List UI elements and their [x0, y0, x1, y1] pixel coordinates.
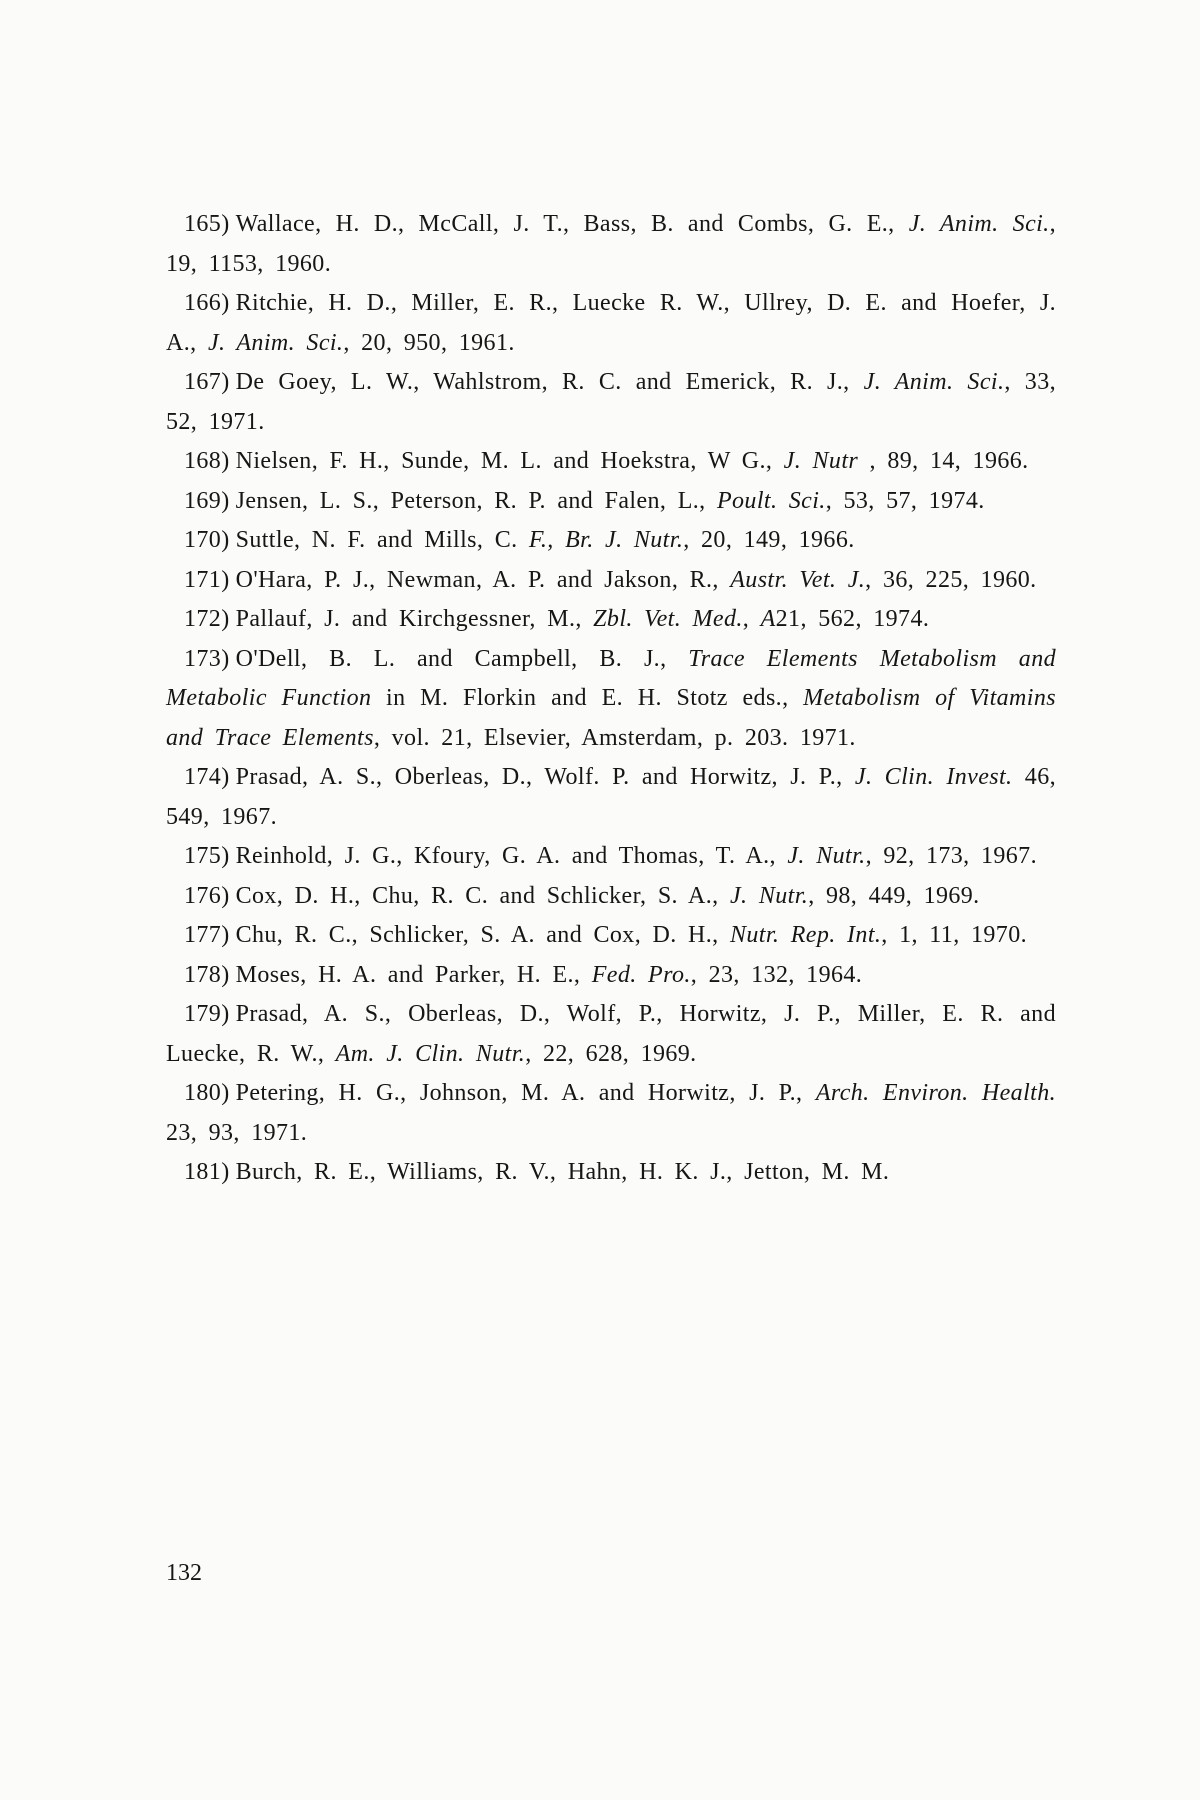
reference-text: , 22, 628, 1969.	[525, 1040, 697, 1067]
reference-journal-text: Zbl. Vet. Med.	[593, 606, 743, 632]
reference-text: , vol. 21, Elsevier, Amsterdam, p. 203. 1971.	[373, 724, 856, 751]
reference-text: , 20, 950, 1961.	[343, 329, 515, 356]
reference-entry	[166, 1074, 1056, 1153]
reference-entry	[166, 284, 1056, 363]
reference-text: Burch, R. E., Williams, R. V., Hahn, H. K. J., Jetton, M. M.	[235, 1159, 890, 1185]
reference-entry	[166, 916, 1056, 956]
reference-text: O'Dell, B. L. and Campbell, B. J.,	[235, 645, 689, 672]
reference-journal-text: Arch. Environ. Health.	[815, 1080, 1057, 1106]
reference-journal-text: Poult. Sci.	[716, 487, 826, 514]
reference-number: 177)	[184, 922, 230, 948]
reference-text: 46, 549, 1967.	[166, 764, 1056, 830]
reference-number: 172)	[184, 606, 230, 632]
reference-number: 175)	[184, 843, 230, 869]
reference-journal-text: J. Nutr	[783, 448, 859, 474]
reference-text: Reinhold, J. G., Kfoury, G. A. and Thomas, T. A.,	[235, 843, 788, 869]
reference-number: 178)	[184, 961, 230, 988]
reference-number: 167)	[184, 369, 230, 395]
reference-entry	[166, 1153, 1056, 1193]
reference-journal-text: Fed. Pro.	[591, 961, 691, 988]
reference-journal-text: J. Anim. Sci.	[863, 369, 1005, 395]
reference-journal-text: F., Br. J. Nutr.	[528, 527, 684, 553]
reference-text: Suttle, N. F. and Mills, C.	[235, 527, 529, 553]
reference-journal-text: Austr. Vet. J.	[730, 566, 866, 593]
reference-entry	[166, 561, 1056, 601]
reference-text: , 33, 52, 1971.	[166, 369, 1056, 435]
reference-text: , 20, 149, 1966.	[683, 527, 855, 553]
reference-entry	[166, 877, 1056, 917]
reference-text: , 23, 132, 1964.	[690, 961, 863, 988]
reference-number: 181)	[184, 1159, 230, 1185]
reference-number: 166)	[184, 290, 230, 316]
reference-text: Prasad, A. S., Oberleas, D., Wolf, P., Horwitz, J. P., Miller, E. R. and Luecke, R. W.,	[166, 1001, 1056, 1067]
reference-text: De Goey, L. W., Wahlstrom, R. C. and Emerick, R. J.,	[235, 369, 864, 395]
reference-entry	[166, 956, 1056, 996]
reference-text: Ritchie, H. D., Miller, E. R., Luecke R. W., Ullrey, D. E. and Hoefer, J. A.,	[166, 290, 1056, 356]
reference-text: Jensen, L. S., Peterson, R. P. and Falen, L.,	[235, 487, 717, 514]
reference-number: 174)	[184, 764, 230, 790]
reference-text: O'Hara, P. J., Newman, A. P. and Jakson, R.,	[235, 566, 731, 593]
reference-text: Wallace, H. D., McCall, J. T., Bass, B. and Combs, G. E.,	[235, 211, 909, 237]
reference-journal-text: J. Anim. Sci.	[908, 211, 1050, 237]
reference-number: 173)	[184, 645, 230, 672]
reference-text: in M. Florkin and E. H. Stotz eds.,	[371, 685, 804, 711]
reference-list	[166, 205, 1056, 1193]
reference-text: Chu, R. C., Schlicker, S. A. and Cox, D. H.,	[235, 922, 730, 948]
reference-text: Petering, H. G., Johnson, M. A. and Horwitz, J. P.,	[235, 1080, 816, 1106]
reference-number: 179)	[184, 1001, 230, 1027]
reference-number: 169)	[184, 487, 230, 514]
reference-text: Nielsen, F. H., Sunde, M. L. and Hoekstra, W G.,	[235, 448, 784, 474]
reference-text: 23, 93, 1971.	[166, 1119, 308, 1146]
reference-entry	[166, 442, 1056, 482]
reference-entry	[166, 837, 1056, 877]
reference-text: Moses, H. A. and Parker, H. E.,	[235, 961, 592, 988]
reference-number: 176)	[184, 882, 230, 909]
reference-number: 168)	[184, 448, 230, 474]
reference-entry	[166, 205, 1056, 284]
reference-journal-text: J. Nutr.	[787, 843, 866, 869]
reference-text: ,	[742, 606, 761, 632]
reference-text: , 19, 1153, 1960.	[166, 211, 1056, 277]
reference-journal-text: A	[760, 606, 776, 632]
reference-journal-text: Trace Elements Metabolism and Metabolic Function	[166, 645, 1057, 711]
reference-entry	[166, 640, 1056, 759]
reference-text: Pallauf, J. and Kirchgessner, M.,	[235, 606, 594, 632]
reference-text: Prasad, A. S., Oberleas, D., Wolf. P. and Horwitz, J. P.,	[235, 764, 855, 790]
reference-journal-text: Metabolism of Vitamins and Trace Elements	[166, 685, 1056, 751]
reference-journal-text: J. Anim. Sci.	[207, 329, 344, 356]
reference-journal-text: J. Clin. Invest.	[854, 764, 1013, 790]
reference-journal-text: Am. J. Clin. Nutr.	[335, 1040, 526, 1067]
reference-journal-text: Nutr. Rep. Int.	[729, 922, 882, 948]
reference-text: , 89, 14, 1966.	[858, 448, 1029, 474]
reference-text: , 92, 173, 1967.	[865, 843, 1037, 869]
reference-text: , 1, 11, 1970.	[881, 922, 1028, 948]
reference-journal-text: J. Nutr.	[729, 882, 809, 909]
reference-entry	[166, 758, 1056, 837]
reference-number: 180)	[184, 1080, 230, 1106]
reference-entry	[166, 521, 1056, 561]
reference-entry	[166, 995, 1056, 1074]
reference-text: , 98, 449, 1969.	[808, 882, 980, 909]
reference-text: , 53, 57, 1974.	[825, 487, 985, 514]
reference-text: 21, 562, 1974.	[775, 606, 930, 632]
reference-entry	[166, 482, 1056, 522]
page-number: 132	[166, 1560, 202, 1586]
reference-number: 170)	[184, 527, 230, 553]
reference-text: , 36, 225, 1960.	[865, 566, 1037, 593]
reference-text: Cox, D. H., Chu, R. C. and Schlicker, S. A.,	[235, 882, 730, 909]
reference-number: 165)	[184, 211, 230, 237]
reference-number: 171)	[184, 566, 230, 593]
reference-entry	[166, 363, 1056, 442]
reference-entry	[166, 600, 1056, 640]
